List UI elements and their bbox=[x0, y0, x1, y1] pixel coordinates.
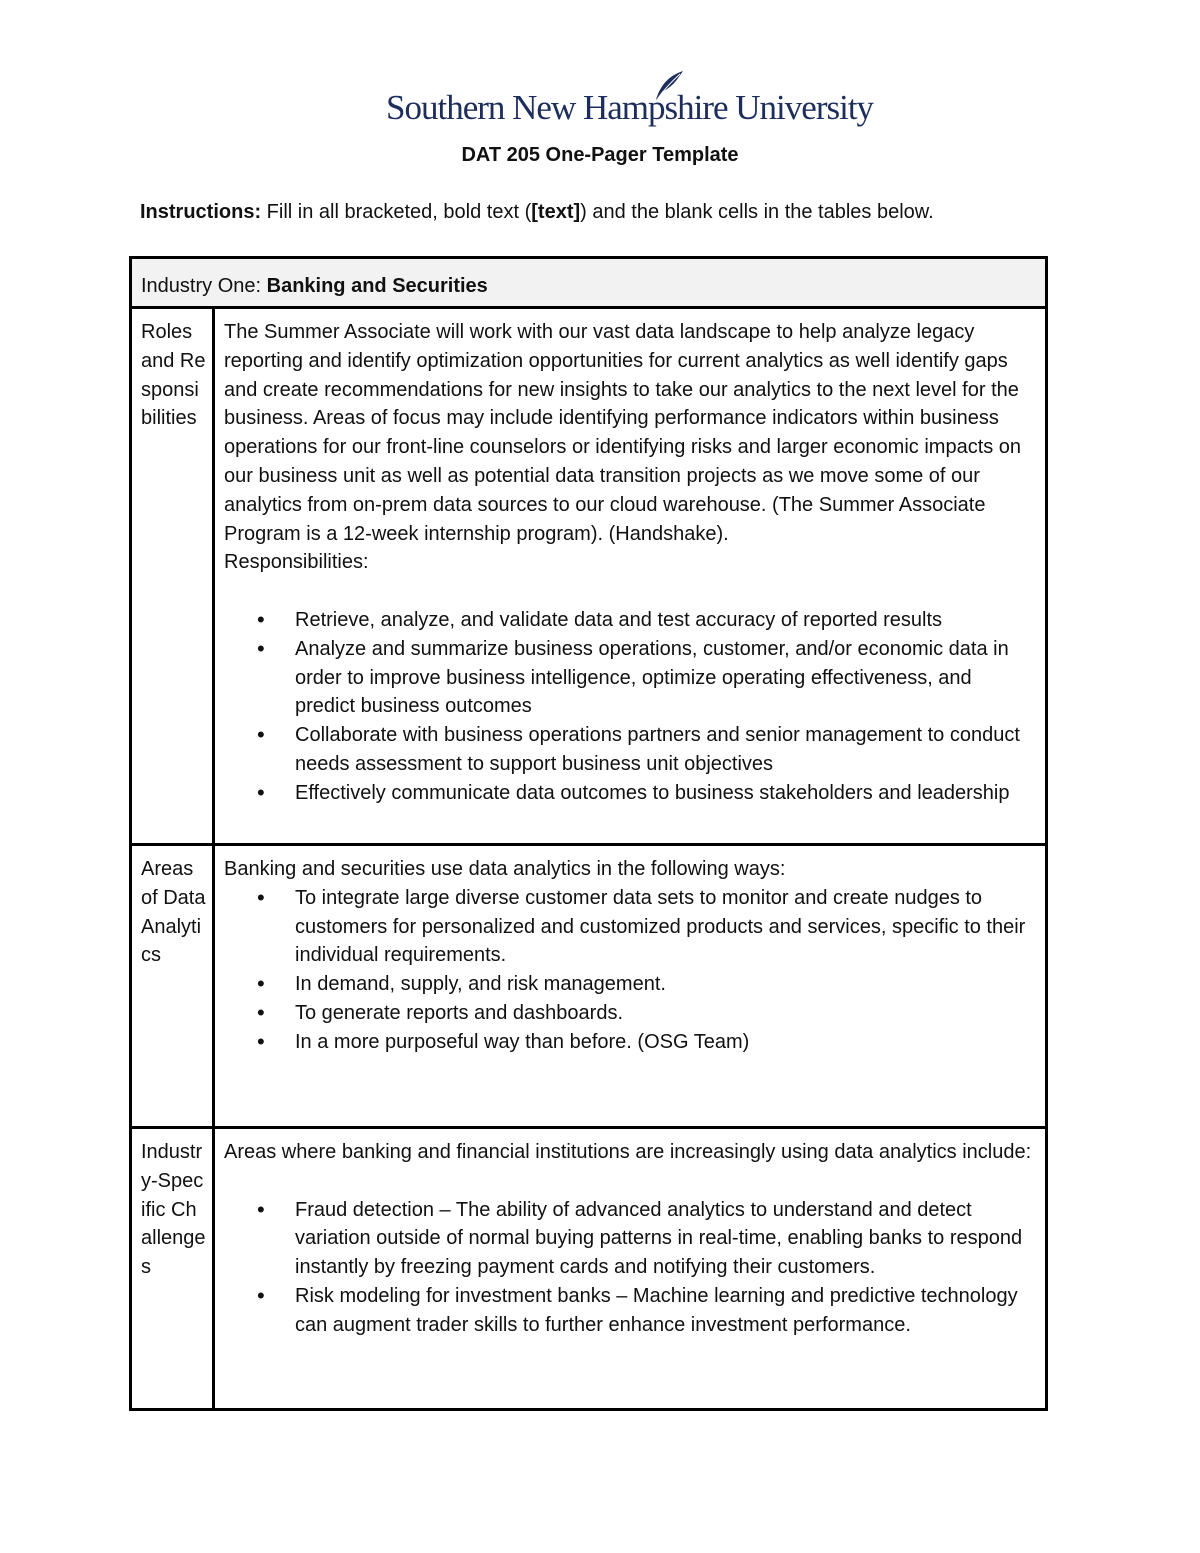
instructions-text-before: Fill in all bracketed, bold text ( bbox=[261, 201, 532, 223]
row-label: Roles and Responsibilities bbox=[141, 321, 206, 430]
industry-value: Banking and Securities bbox=[266, 275, 488, 297]
instructions-label: Instructions: bbox=[140, 201, 262, 223]
list-item: • To generate reports and dashboards. bbox=[295, 999, 1037, 1028]
row-content-cell bbox=[214, 1128, 1047, 1410]
industry-table bbox=[129, 256, 1048, 1411]
bullet-list bbox=[224, 1196, 1037, 1340]
row-intro: Areas where banking and financial institutions are increasingly using data analytics include: bbox=[224, 1141, 1032, 1163]
instructions bbox=[140, 201, 934, 224]
list-item: • Effectively communicate data outcomes to business stakeholders and leadership bbox=[295, 779, 1037, 808]
row-intro: The Summer Associate will work with our vast data landscape to help analyze legacy reporting and identify optimization opportunities for current analytics as well identify gaps and create recommendations for new insights to take our analytics to the next level for the business. Areas of focus may include identifying performance indicators within business operations for our front-line counselors or identifying risks and larger economic impacts on our business unit as well as potential data transition projects as we move some of our analytics from on-prem data sources to our cloud warehouse. (The Summer Associate Program is a 12-week internship program). (Handshake). bbox=[224, 321, 1022, 545]
bullet-list bbox=[224, 606, 1037, 808]
row-label-cell bbox=[131, 845, 214, 1128]
table-header-row bbox=[131, 258, 1047, 308]
list-item: • In demand, supply, and risk management. bbox=[295, 970, 1037, 999]
row-label-cell bbox=[131, 1128, 214, 1410]
list-item: • Collaborate with business operations partners and senior management to conduct needs assessment to support business unit objectives bbox=[295, 721, 1037, 779]
feather-icon bbox=[654, 70, 684, 102]
list-item: • Risk modeling for investment banks – Machine learning and predictive technology can augment trader skills to further enhance investment performance. bbox=[295, 1282, 1037, 1340]
row-intro: Banking and securities use data analytics in the following ways: bbox=[224, 858, 786, 880]
industry-label: Industry One: bbox=[141, 275, 267, 297]
table-row bbox=[131, 1128, 1047, 1410]
list-item: • Analyze and summarize business operations, customer, and/or economic data in order to improve business intelligence, optimize operating effectiveness, and predict business outcomes bbox=[295, 635, 1037, 721]
row-label: Areas of Data Analytics bbox=[141, 858, 206, 967]
table-row bbox=[131, 845, 1047, 1128]
list-item: • In a more purposeful way than before. (OSG Team) bbox=[295, 1028, 1037, 1057]
row-content-cell bbox=[214, 308, 1047, 845]
list-item: • Retrieve, analyze, and validate data and test accuracy of reported results bbox=[295, 606, 1037, 635]
table-row bbox=[131, 308, 1047, 845]
row-label-cell bbox=[131, 308, 214, 845]
page-title: DAT 205 One-Pager Template bbox=[461, 144, 739, 166]
bullet-list bbox=[224, 884, 1037, 1057]
row-subheading: Responsibilities: bbox=[224, 551, 369, 574]
logo-text: Southern New Hampshire University bbox=[386, 88, 874, 127]
university-logo bbox=[386, 70, 874, 136]
industry-header-cell bbox=[131, 258, 1047, 308]
list-item: • To integrate large diverse customer data sets to monitor and create nudges to customers for personalized and customized products and services, specific to their individual requirements. bbox=[295, 884, 1037, 970]
instructions-bracket-example: [text] bbox=[531, 201, 581, 223]
instructions-text-after: ) and the blank cells in the tables below. bbox=[580, 201, 934, 223]
row-content-cell bbox=[214, 845, 1047, 1128]
list-item: • Fraud detection – The ability of advanced analytics to understand and detect variation outside of normal buying patterns in real-time, enabling banks to respond instantly by freezing payment cards and notifying their customers. bbox=[295, 1196, 1037, 1282]
row-label: Industry-Specific Challenges bbox=[141, 1141, 206, 1279]
